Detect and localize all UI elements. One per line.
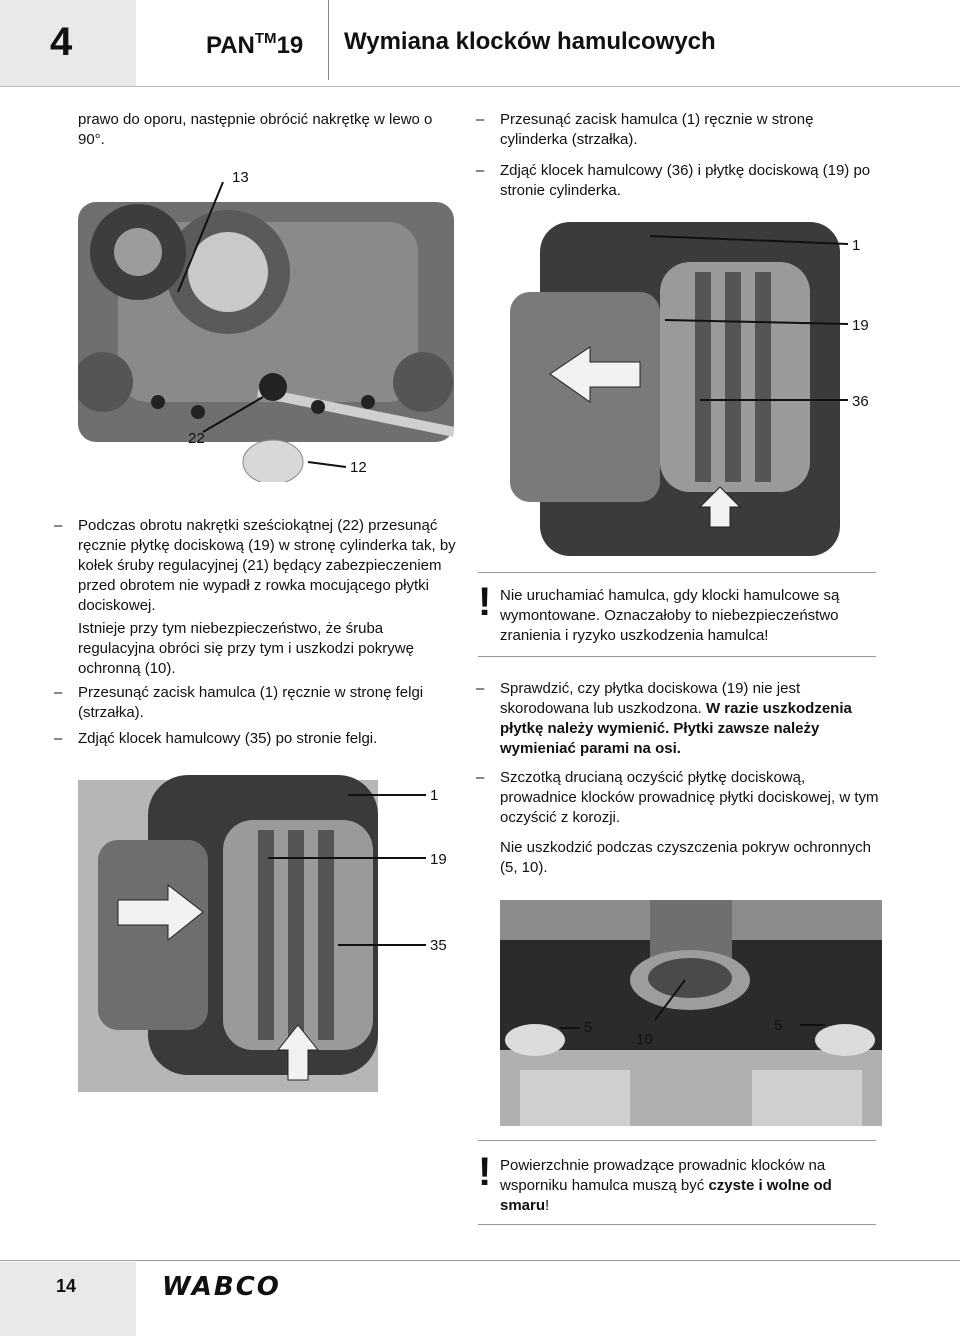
figure-caliper-adjuster: [78, 162, 454, 482]
note-protective-caps: Nie uszkodzić podczas czyszczenia pokryw ochronnych (5, 10).: [500, 839, 871, 876]
dash-marker: –: [54, 517, 63, 534]
fig3-label-10: 10: [636, 1031, 653, 1048]
fig3-label-5-right: 5: [774, 1017, 783, 1034]
chapter-box: [0, 0, 136, 86]
fig1-label-22: 22: [188, 430, 205, 447]
warning-icon: !: [478, 580, 492, 624]
warning-rule-top: [478, 572, 876, 573]
dash-marker: –: [54, 684, 63, 701]
fig-right-label-19: 19: [852, 317, 869, 334]
fig2-label-35: 35: [430, 937, 447, 954]
fig1-label-13: 13: [232, 169, 249, 186]
dash-marker: –: [476, 111, 485, 128]
page-title: Wymiana klocków hamulcowych: [344, 28, 716, 55]
step-check-pressure-plate: – Sprawdzić, czy płytka dociskowa (19) nie jest skorodowana lub uszkodzona. W razie uszkodzenia płytkę należy wymienić. Płytki zawsze należy wymieniać parami na osi.: [476, 680, 852, 757]
page-number: 14: [56, 1276, 77, 1296]
fig-right-label-36: 36: [852, 393, 869, 410]
warning2-icon: !: [478, 1150, 492, 1194]
dash-marker: –: [476, 680, 485, 697]
header-divider: [328, 0, 329, 80]
step-push-caliper-rim: – Przesunąć zacisk hamulca (1) ręcznie w stronę felgi (strzałka).: [54, 684, 424, 721]
note-adjuster-screw: Istnieje przy tym niebezpieczeństwo, że śruba regulacyjna obróci się przy tym i uszkodzi pokrywę ochronną (10).: [78, 620, 414, 677]
fig2-label-1: 1: [430, 787, 439, 804]
warning-clean-guides: Powierzchnie prowadzące prowadnic klocków na wsporniku hamulca muszą być czyste i wolne od smaru!: [500, 1157, 832, 1214]
chapter-number: 4: [50, 20, 73, 64]
page-number-box: [0, 1262, 136, 1336]
intro-paragraph: prawo do oporu, następnie obrócić nakrętkę w lewo o 90°.: [78, 111, 433, 148]
figure-pad-36-removal: [500, 222, 882, 556]
dash-marker: –: [54, 730, 63, 747]
step-remove-pad-36: – Zdjąć klocek hamulcowy (36) i płytkę dociskową (19) po stronie cylinderka.: [476, 162, 871, 199]
dash-marker: –: [476, 769, 485, 786]
dash-marker: –: [476, 162, 485, 179]
step-clean-wire-brush: – Szczotką drucianą oczyścić płytkę dociskową, prowadnice klocków prowadnicę płytki dociskowej, w tym oczyścić z korozji.: [476, 769, 879, 826]
step-remove-pad-35: – Zdjąć klocek hamulcowy (35) po stronie felgi.: [54, 730, 378, 747]
step-rotate-nut: – Podczas obrotu nakrętki sześciokątnej (22) przesunąć ręcznie płytkę dociskową (19) w stronę cylinderka tak, by kołek śruby regulacyjnej (21) będący zabezpieczeniem przed obrotem nie wypadł z rowka mocującego płytki dociskowej.: [54, 517, 456, 614]
figure-pad-35-removal: [78, 760, 454, 1092]
warning2-rule-bottom: [478, 1224, 876, 1225]
product-name: PAN™19: [206, 30, 304, 59]
warning-no-braking: Nie uruchamiać hamulca, gdy klocki hamulcowe są wymontowane. Oznaczałoby to niebezpieczeństwo zranienia i ryzyko uszkodzenia hamulca!: [500, 587, 840, 644]
warning2-rule-top: [478, 1140, 876, 1141]
step-push-caliper-cylinder: – Przesunąć zacisk hamulca (1) ręcznie w stronę cylinderka (strzałka).: [476, 111, 814, 148]
figure-carrier-guides: [500, 900, 882, 1126]
warning-rule-bottom: [478, 656, 876, 657]
footer-rule: [0, 1260, 960, 1261]
fig1-label-12: 12: [350, 459, 367, 476]
wabco-logo: WABCO: [162, 1272, 281, 1302]
fig3-label-5-left: 5: [584, 1019, 593, 1036]
fig2-label-19: 19: [430, 851, 447, 868]
fig-right-label-1: 1: [852, 237, 861, 254]
